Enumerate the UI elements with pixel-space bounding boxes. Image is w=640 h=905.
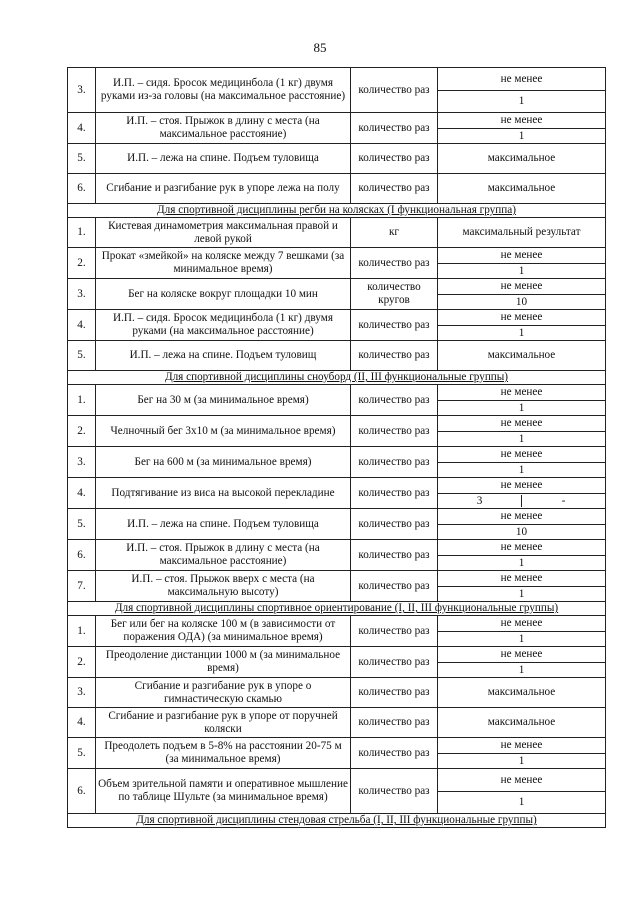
exercise-name: И.П. – стоя. Прыжок в длину с места (на максимальное расстояние) bbox=[96, 540, 351, 571]
norm-value: 1 bbox=[438, 432, 606, 447]
exercise-name: Преодолеть подъем в 5-8% на расстоянии 20-75 м (за минимальное время) bbox=[96, 738, 351, 769]
norm-qualifier: не менее bbox=[438, 248, 606, 264]
standards-table bbox=[67, 67, 606, 828]
exercise-name: И.П. – лежа на спине. Подъем туловища bbox=[96, 509, 351, 540]
unit-of-measure: количество кругов bbox=[351, 279, 438, 310]
row-number: 1. bbox=[68, 616, 96, 647]
norm-qualifier: не менее bbox=[438, 509, 606, 525]
norm-value: 3 bbox=[476, 494, 483, 507]
row-number: 4. bbox=[68, 708, 96, 738]
norm-value: 1 bbox=[438, 264, 606, 279]
unit-of-measure: количество раз bbox=[351, 174, 438, 204]
unit-of-measure: количество раз bbox=[351, 708, 438, 738]
row-number: 3. bbox=[68, 447, 96, 478]
unit-of-measure: количество раз bbox=[351, 113, 438, 144]
norm-qualifier: не менее bbox=[438, 113, 606, 129]
unit-of-measure: количество раз bbox=[351, 68, 438, 113]
unit-of-measure: количество раз bbox=[351, 341, 438, 371]
row-number: 2. bbox=[68, 416, 96, 447]
norm-qualifier: не менее bbox=[438, 385, 606, 401]
norm-qualifier: не менее bbox=[438, 68, 606, 91]
table-row bbox=[68, 540, 606, 556]
unit-of-measure: кг bbox=[351, 218, 438, 248]
table-row bbox=[68, 310, 606, 326]
unit-of-measure: количество раз bbox=[351, 310, 438, 341]
norm-value-pair bbox=[438, 495, 605, 508]
exercise-name: И.П. – стоя. Прыжок в длину с места (на максимальное расстояние) bbox=[96, 113, 351, 144]
row-number: 4. bbox=[68, 310, 96, 341]
exercise-name: Прокат «змейкой» на коляске между 7 вешками (за минимальное время) bbox=[96, 248, 351, 279]
section-heading-row bbox=[68, 602, 606, 616]
row-number: 1. bbox=[68, 385, 96, 416]
section-heading: Для спортивной дисциплины сноуборд (II, III функциональные группы) bbox=[164, 371, 509, 384]
exercise-name: Объем зрительной памяти и оперативное мышление по таблице Шульте (за минимальное время) bbox=[96, 769, 351, 814]
norm-qualifier: не менее bbox=[438, 447, 606, 463]
table-row bbox=[68, 616, 606, 632]
exercise-name: И.П. – сидя. Бросок медицинбола (1 кг) двумя руками (на максимальное расстояние) bbox=[96, 310, 351, 341]
row-number: 5. bbox=[68, 144, 96, 174]
norm-value: 1 bbox=[438, 326, 606, 341]
exercise-name: Кистевая динамометрия максимальная правой и левой рукой bbox=[96, 218, 351, 248]
exercise-name: И.П. – стоя. Прыжок вверх с места (на максимальную высоту) bbox=[96, 571, 351, 602]
exercise-name: Бег на коляске вокруг площадки 10 мин bbox=[96, 279, 351, 310]
norm-value: 1 bbox=[438, 91, 606, 113]
norm-value: максимальное bbox=[438, 678, 606, 708]
section-heading-row bbox=[68, 204, 606, 218]
table-row bbox=[68, 647, 606, 663]
norm-qualifier: не менее bbox=[438, 647, 606, 663]
exercise-name: Подтягивание из виса на высокой перекладине bbox=[96, 478, 351, 509]
norm-value: максимальное bbox=[438, 708, 606, 738]
exercise-name: Сгибание и разгибание рук в упоре лежа на полу bbox=[96, 174, 351, 204]
norm-value: 1 bbox=[438, 663, 606, 678]
table-row bbox=[68, 678, 606, 693]
table-row bbox=[68, 708, 606, 723]
unit-of-measure: количество раз bbox=[351, 385, 438, 416]
section-heading: Для спортивной дисциплины стендовая стрельба (I, II, III функциональные группы) bbox=[136, 814, 537, 827]
exercise-name: Бег на 30 м (за минимальное время) bbox=[96, 385, 351, 416]
norm-value: 1 bbox=[438, 587, 606, 602]
norm-value: 10 bbox=[438, 295, 606, 310]
norm-value-secondary: - bbox=[521, 495, 605, 508]
section-heading: Для спортивной дисциплины регби на колясках (I функциональная группа) bbox=[157, 204, 516, 217]
row-number: 2. bbox=[68, 248, 96, 279]
unit-of-measure: количество раз bbox=[351, 447, 438, 478]
norm-value: 10 bbox=[438, 525, 606, 540]
unit-of-measure: количество раз bbox=[351, 478, 438, 509]
unit-of-measure: количество раз bbox=[351, 738, 438, 769]
section-heading-row bbox=[68, 814, 606, 828]
norm-qualifier: не менее bbox=[438, 416, 606, 432]
norm-value: максимальное bbox=[438, 144, 606, 174]
section-heading-row bbox=[68, 371, 606, 385]
norm-qualifier: не менее bbox=[438, 571, 606, 587]
unit-of-measure: количество раз bbox=[351, 144, 438, 174]
unit-of-measure: количество раз bbox=[351, 769, 438, 814]
table-row bbox=[68, 248, 606, 264]
table-row bbox=[68, 478, 606, 494]
norm-value: 1 bbox=[438, 401, 606, 416]
norm-value: 1 bbox=[438, 754, 606, 769]
norm-qualifier: не менее bbox=[438, 478, 606, 494]
exercise-name: Преодоление дистанции 1000 м (за минимальное время) bbox=[96, 647, 351, 678]
standards-table-body bbox=[68, 68, 606, 828]
norm-qualifier: не менее bbox=[438, 310, 606, 326]
norm-qualifier: не менее bbox=[438, 738, 606, 754]
norm-value: 1 bbox=[438, 792, 606, 814]
table-row bbox=[68, 218, 606, 233]
row-number: 4. bbox=[68, 478, 96, 509]
unit-of-measure: количество раз bbox=[351, 647, 438, 678]
norm-qualifier: не менее bbox=[438, 769, 606, 792]
row-number: 4. bbox=[68, 113, 96, 144]
unit-of-measure: количество раз bbox=[351, 678, 438, 708]
row-number: 6. bbox=[68, 769, 96, 814]
table-row bbox=[68, 769, 606, 792]
exercise-name: Сгибание и разгибание рук в упоре от поручней коляски bbox=[96, 708, 351, 738]
table-row bbox=[68, 174, 606, 189]
table-row bbox=[68, 416, 606, 432]
norm-qualifier: не менее bbox=[438, 279, 606, 295]
norm-qualifier: не менее bbox=[438, 540, 606, 556]
section-heading: Для спортивной дисциплины спортивное ориентирование (I, II, III функциональные группы) bbox=[114, 602, 559, 615]
exercise-name: И.П. – сидя. Бросок медицинбола (1 кг) двумя руками из-за головы (на максимальное расстояние) bbox=[96, 68, 351, 113]
row-number: 5. bbox=[68, 509, 96, 540]
page-number: 85 bbox=[313, 40, 327, 55]
table-row bbox=[68, 113, 606, 129]
exercise-name: Челночный бег 3x10 м (за минимальное время) bbox=[96, 416, 351, 447]
row-number: 2. bbox=[68, 647, 96, 678]
norm-value: 1 bbox=[438, 129, 606, 144]
unit-of-measure: количество раз bbox=[351, 616, 438, 647]
exercise-name: Бег на 600 м (за минимальное время) bbox=[96, 447, 351, 478]
norm-value: максимальный результат bbox=[438, 218, 606, 248]
row-number: 1. bbox=[68, 218, 96, 248]
exercise-name: И.П. – лежа на спине. Подъем туловища bbox=[96, 144, 351, 174]
table-row bbox=[68, 144, 606, 159]
norm-value: максимальное bbox=[438, 341, 606, 371]
norm-value: 1 bbox=[438, 632, 606, 647]
row-number: 6. bbox=[68, 174, 96, 204]
row-number: 3. bbox=[68, 68, 96, 113]
table-row bbox=[68, 738, 606, 754]
unit-of-measure: количество раз bbox=[351, 509, 438, 540]
exercise-name: Бег или бег на коляске 100 м (в зависимости от поражения ОДА) (за минимальное время) bbox=[96, 616, 351, 647]
exercise-name: И.П. – лежа на спине. Подъем туловищ bbox=[96, 341, 351, 371]
unit-of-measure: количество раз bbox=[351, 571, 438, 602]
table-row bbox=[68, 571, 606, 587]
norm-value: максимальное bbox=[438, 174, 606, 204]
table-row bbox=[68, 279, 606, 295]
unit-of-measure: количество раз bbox=[351, 416, 438, 447]
row-number: 6. bbox=[68, 540, 96, 571]
row-number: 7. bbox=[68, 571, 96, 602]
table-row bbox=[68, 385, 606, 401]
unit-of-measure: количество раз bbox=[351, 248, 438, 279]
norm-qualifier: не менее bbox=[438, 616, 606, 632]
norm-value: 1 bbox=[438, 556, 606, 571]
row-number: 5. bbox=[68, 341, 96, 371]
row-number: 5. bbox=[68, 738, 96, 769]
exercise-name: Сгибание и разгибание рук в упоре о гимнастическую скамью bbox=[96, 678, 351, 708]
table-row bbox=[68, 68, 606, 91]
table-row bbox=[68, 341, 606, 356]
norm-value: 1 bbox=[438, 463, 606, 478]
row-number: 3. bbox=[68, 279, 96, 310]
unit-of-measure: количество раз bbox=[351, 540, 438, 571]
row-number: 3. bbox=[68, 678, 96, 708]
table-row bbox=[68, 447, 606, 463]
table-row bbox=[68, 509, 606, 525]
